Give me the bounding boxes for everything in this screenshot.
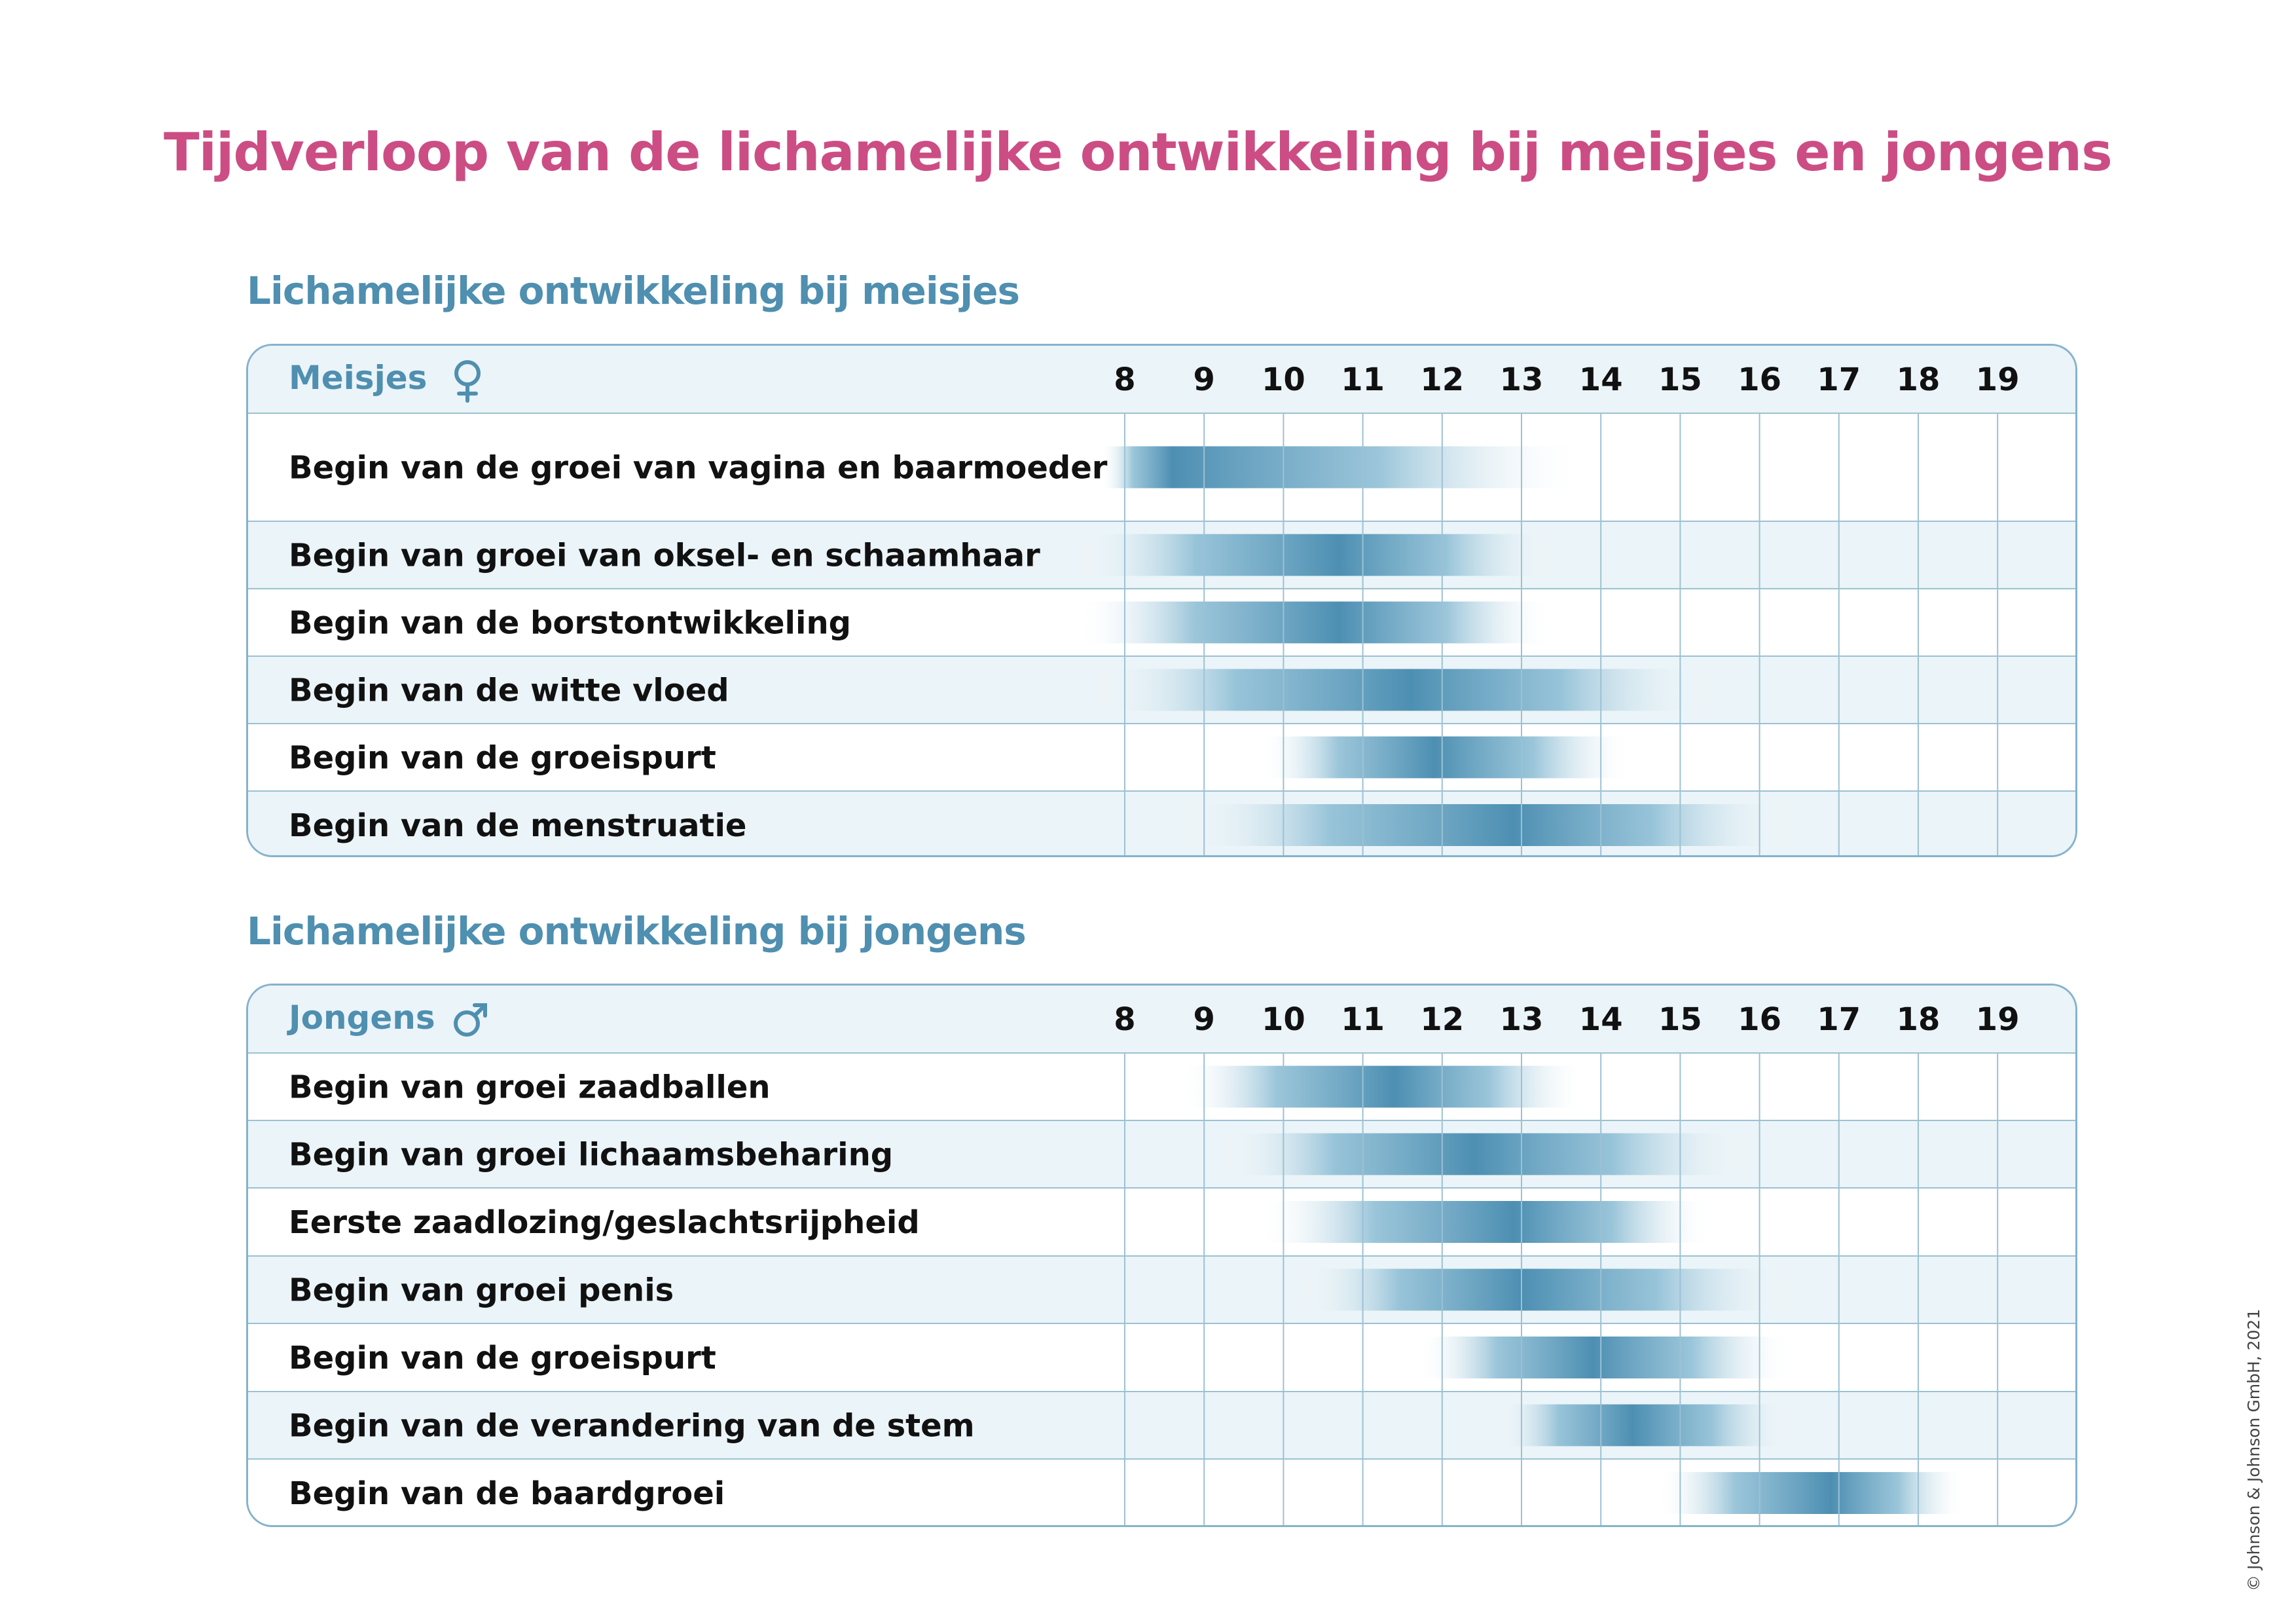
row-label: Begin van de baardgroei <box>289 1475 725 1512</box>
age-tick-label: 19 <box>1975 361 2020 398</box>
timeline-bar <box>1077 602 1553 644</box>
timeline-bar <box>1498 1405 1791 1447</box>
row-label: Begin van de groeispurt <box>289 739 716 777</box>
row-label: Begin van de groeispurt <box>289 1340 716 1376</box>
age-tick-label: 16 <box>1738 361 1781 398</box>
boys-header-label: Jongens <box>289 999 435 1037</box>
age-tick-label: 11 <box>1341 1001 1385 1038</box>
age-tick-label: 9 <box>1193 1001 1215 1038</box>
timeline-bar <box>1260 737 1633 779</box>
timeline-bar <box>1093 669 1712 711</box>
age-tick-label: 17 <box>1817 1001 1861 1038</box>
age-tick-label: 17 <box>1817 361 1861 398</box>
age-tick-label: 12 <box>1420 1001 1465 1038</box>
row-label: Begin van de verandering van de stem <box>289 1407 975 1445</box>
row-label: Begin van de borstontwikkeling <box>289 604 851 642</box>
boys-chart-svg <box>248 986 2077 1527</box>
age-tick-label: 18 <box>1896 361 1941 398</box>
row-label: Begin van de groei van vagina en baarmoeder <box>289 449 1108 487</box>
row-label: Begin van de menstruatie <box>289 807 747 844</box>
age-tick-label: 8 <box>1114 1001 1136 1038</box>
girls-chart-svg <box>248 346 2077 857</box>
row-label: Begin van groei penis <box>289 1272 674 1309</box>
row-label: Begin van groei zaadballen <box>289 1069 771 1106</box>
age-tick-label: 12 <box>1420 361 1465 398</box>
timeline-bar <box>1077 534 1553 576</box>
age-tick-label: 10 <box>1262 361 1305 398</box>
age-tick-label: 13 <box>1499 361 1544 398</box>
copyright-note: © Johnson & Johnson GmbH, 2021 <box>2244 1308 2263 1591</box>
girls-timeline-chart <box>246 344 2077 857</box>
page-title: Tijdverloop van de lichamelijke ontwikkeling bij meisjes en jongens <box>164 122 2112 183</box>
row-label: Begin van de witte vloed <box>289 672 729 709</box>
age-tick-label: 9 <box>1193 361 1215 398</box>
girls-section-title: Lichamelijke ontwikkeling bij meisjes <box>247 268 1020 313</box>
age-tick-label: 19 <box>1975 1001 2020 1038</box>
timeline-bar <box>1180 804 1791 846</box>
age-tick-label: 16 <box>1738 1001 1781 1038</box>
row-label: Begin van groei van oksel- en schaamhaar <box>289 537 1040 574</box>
timeline-bar <box>1220 1134 1751 1175</box>
timeline-bar <box>1418 1337 1791 1378</box>
age-tick-label: 15 <box>1658 1001 1702 1038</box>
age-tick-label: 8 <box>1114 361 1136 398</box>
boys-section-title: Lichamelijke ontwikkeling bij jongens <box>247 909 1026 953</box>
age-tick-label: 11 <box>1341 361 1385 398</box>
row-label: Begin van groei lichaamsbeharing <box>289 1136 894 1173</box>
timeline-bar <box>1300 1269 1791 1311</box>
age-tick-label: 15 <box>1658 361 1702 398</box>
timeline-bar <box>1656 1472 1966 1514</box>
header-background <box>248 986 2077 1053</box>
timeline-bar <box>1180 1066 1585 1108</box>
age-tick-label: 14 <box>1578 361 1623 398</box>
timeline-bar <box>1101 447 1585 489</box>
row-label: Eerste zaadlozing/geslachtsrijpheid <box>289 1204 920 1241</box>
age-tick-label: 10 <box>1262 1001 1305 1038</box>
girls-header-label: Meisjes <box>289 359 428 397</box>
age-tick-label: 14 <box>1578 1001 1623 1038</box>
age-tick-label: 18 <box>1896 1001 1941 1038</box>
age-tick-label: 13 <box>1499 1001 1544 1038</box>
timeline-bar <box>1260 1201 1712 1243</box>
boys-timeline-chart <box>246 984 2077 1527</box>
header-background <box>248 346 2077 413</box>
